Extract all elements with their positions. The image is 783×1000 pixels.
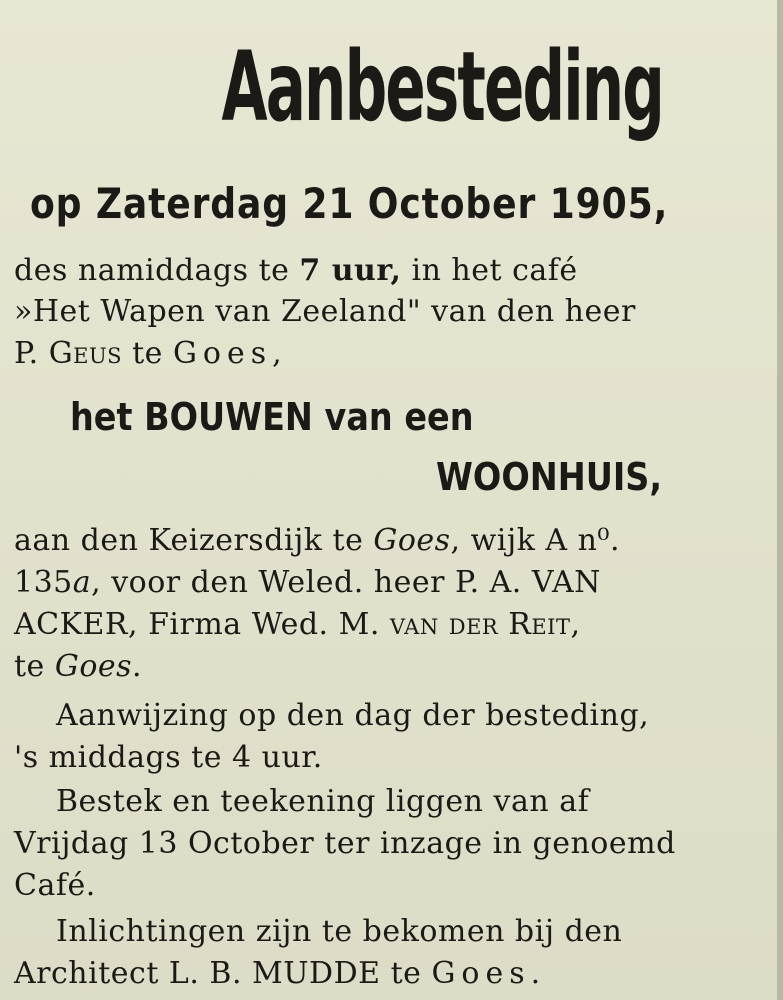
address-line-3-end: , [570, 607, 581, 642]
address-town: Goes [373, 523, 451, 558]
info-line-2-end: . [530, 956, 541, 991]
location-line: »Het Wapen van Zeeland" van den heer [14, 294, 636, 329]
info-line-2 [14, 954, 541, 994]
owner-initial: P. [14, 336, 49, 371]
time-line [14, 251, 578, 291]
address-line-1-post: , wijk A n⁰. [450, 523, 620, 558]
house-number-suffix: a [72, 565, 92, 600]
address-line-4 [14, 647, 142, 687]
plans-line-2: Vrijdag 13 October ter inzage in genoemd [14, 826, 676, 861]
advert-title: Aanbesteding [221, 31, 664, 143]
page-edge [777, 0, 783, 1000]
firm-name: van der Reit [389, 607, 571, 642]
owner-line [14, 334, 282, 374]
info-line-1: Inlichtingen zijn te bekomen bij den [56, 914, 623, 949]
subject-line-2: WOONHUIS, [436, 455, 663, 499]
owner-name: Geus [48, 336, 123, 371]
plans-line-1: Bestek en teekening liggen van af [56, 784, 590, 819]
address-line-3-pre: ACKER, Firma Wed. M. [14, 607, 390, 642]
owner-town: Goes [172, 336, 273, 371]
address-line-3 [14, 605, 581, 645]
info-line-2-pre: Architect L. B. MUDDE te [14, 956, 432, 991]
architect-town: Goes [431, 956, 531, 991]
time-value: 7 uur, [299, 253, 402, 288]
owner-mid: te [122, 336, 173, 371]
house-number: 135 [14, 565, 73, 600]
address-line-4-end: . [132, 649, 143, 684]
time-line-pre: des namiddags te [14, 253, 300, 288]
plans-line-3: Café. [14, 868, 96, 903]
address-line-4-pre: te [14, 649, 55, 684]
address-line-1-pre: aan den Keizersdijk te [14, 523, 374, 558]
address-line-2 [14, 563, 601, 603]
time-line-post: in het café [401, 253, 578, 288]
inspection-line-1: Aanwijzing op den dag der besteding, [56, 698, 650, 733]
date-line: op Zaterdag 21 October 1905, [30, 179, 669, 228]
owner-end: , [272, 336, 283, 371]
subject-line-1: het BOUWEN van een [70, 395, 474, 439]
inspection-line-2: 's middags te 4 uur. [14, 740, 323, 775]
address-line-2-post: , voor den Weled. heer P. A. VAN [91, 565, 601, 600]
address-line-4-town: Goes [54, 649, 133, 684]
address-line-1 [14, 521, 620, 561]
